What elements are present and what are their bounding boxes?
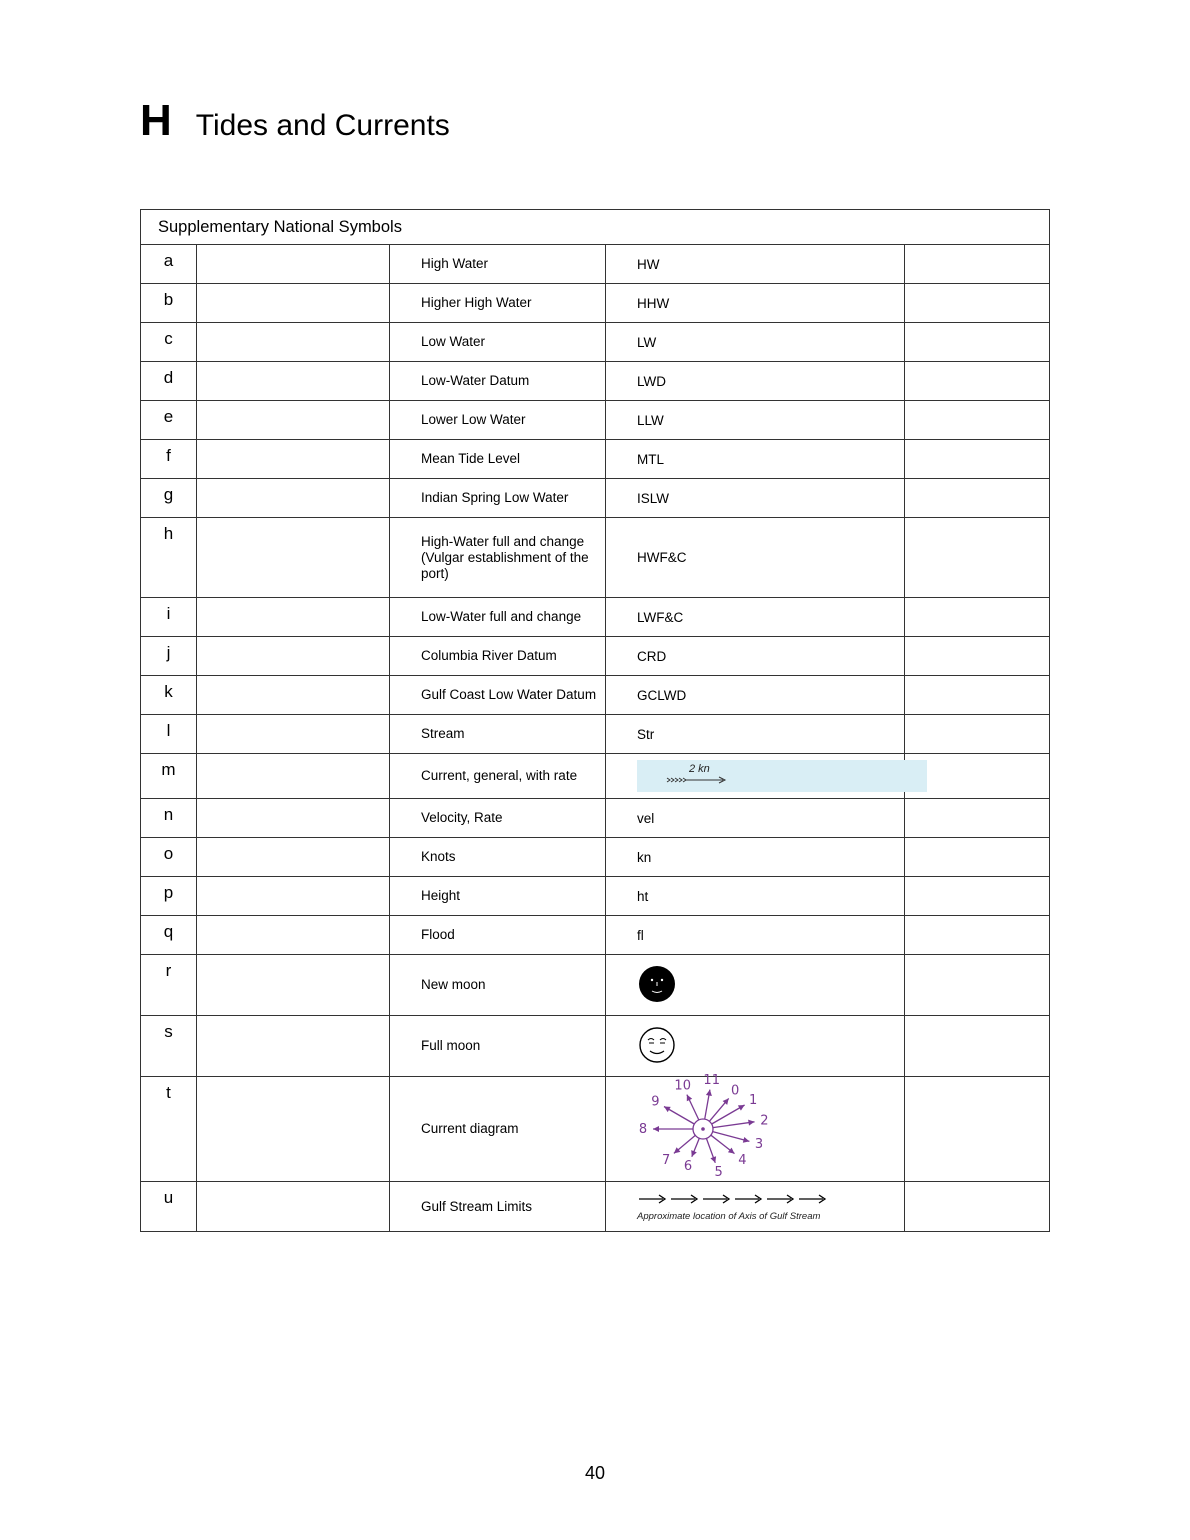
table-row <box>141 401 1050 440</box>
page-number: 40 <box>584 1463 606 1483</box>
remarks-cell <box>905 479 1050 518</box>
row-description: Higher High Water <box>390 284 606 323</box>
current-hour-label: 8 <box>638 1121 648 1137</box>
row-id: q <box>141 916 197 955</box>
row-id: j <box>141 637 197 676</box>
remarks-cell <box>905 955 1050 1016</box>
current-hour-label: 9 <box>651 1094 660 1109</box>
table-row <box>141 284 1050 323</box>
row-id: u <box>141 1182 197 1232</box>
chart-symbol-cell <box>197 1016 390 1077</box>
current-hour-label: 10 <box>674 1078 691 1093</box>
remarks-cell <box>905 1182 1050 1232</box>
remarks-cell <box>905 440 1050 479</box>
current-hour-label: 6 <box>683 1158 693 1174</box>
row-abbreviation <box>606 1016 905 1077</box>
row-description: Velocity, Rate <box>390 799 606 838</box>
current-hour-label: 7 <box>662 1152 671 1168</box>
remarks-cell <box>905 401 1050 440</box>
table-row <box>141 838 1050 877</box>
gulf-stream-caption: Approximate location of Axis of Gulf Stream <box>637 1211 821 1222</box>
row-id: f <box>141 440 197 479</box>
row-id: p <box>141 877 197 916</box>
table-row <box>141 754 1050 799</box>
row-abbreviation: LW <box>606 323 905 362</box>
table-row <box>141 440 1050 479</box>
row-id: t <box>141 1077 197 1182</box>
remarks-cell <box>905 284 1050 323</box>
chart-symbol-cell <box>197 245 390 284</box>
chart-symbol-cell <box>197 1182 390 1232</box>
row-id: c <box>141 323 197 362</box>
table-row <box>141 637 1050 676</box>
table-row <box>141 715 1050 754</box>
row-description: Gulf Coast Low Water Datum <box>390 676 606 715</box>
row-abbreviation: LLW <box>606 401 905 440</box>
row-description: Lower Low Water <box>390 401 606 440</box>
current-hour-label: 2 <box>760 1112 769 1128</box>
row-abbreviation: GCLWD <box>606 676 905 715</box>
row-description: Indian Spring Low Water <box>390 479 606 518</box>
remarks-cell <box>905 838 1050 877</box>
table-row <box>141 518 1050 598</box>
row-abbreviation <box>606 955 905 1016</box>
current-hour-label: 4 <box>738 1152 747 1168</box>
table-row <box>141 955 1050 1016</box>
row-abbreviation: kn <box>606 838 905 877</box>
row-abbreviation: ht <box>606 877 905 916</box>
section-letter: H <box>140 96 172 145</box>
table-row <box>141 245 1050 284</box>
row-abbreviation <box>606 1182 905 1232</box>
remarks-cell <box>905 1016 1050 1077</box>
remarks-cell <box>905 518 1050 598</box>
chart-symbol-cell <box>197 838 390 877</box>
remarks-cell <box>905 676 1050 715</box>
section-header <box>140 96 450 146</box>
row-description: Flood <box>390 916 606 955</box>
row-abbreviation <box>606 1072 905 1182</box>
table-row <box>141 598 1050 637</box>
row-abbreviation: fl <box>606 916 905 955</box>
row-description: Current, general, with rate <box>390 754 606 799</box>
row-id: d <box>141 362 197 401</box>
row-id: b <box>141 284 197 323</box>
remarks-cell <box>905 916 1050 955</box>
chart-symbol-cell <box>197 362 390 401</box>
current-hour-label: 3 <box>754 1136 764 1152</box>
row-abbreviation: ISLW <box>606 479 905 518</box>
row-id: r <box>141 955 197 1016</box>
table-row <box>141 676 1050 715</box>
row-abbreviation: MTL <box>606 440 905 479</box>
remarks-cell <box>905 1077 1050 1182</box>
table-row <box>141 1182 1050 1232</box>
chart-symbol-cell <box>197 754 390 799</box>
table-row <box>141 479 1050 518</box>
remarks-cell <box>905 715 1050 754</box>
table-caption-row <box>141 210 1050 245</box>
row-id: l <box>141 715 197 754</box>
row-abbreviation: vel <box>606 799 905 838</box>
table-row <box>141 1016 1050 1077</box>
table-row <box>141 362 1050 401</box>
chart-symbol-cell <box>197 401 390 440</box>
table-row <box>141 916 1050 955</box>
table-row <box>141 877 1050 916</box>
row-description: Low-Water full and change <box>390 598 606 637</box>
gulf-stream-arrows-icon <box>637 1191 837 1207</box>
row-id: m <box>141 754 197 799</box>
current-hour-label: 0 <box>730 1083 740 1099</box>
chart-symbol-cell <box>197 518 390 598</box>
row-description: Low Water <box>390 323 606 362</box>
row-description: Low-Water Datum <box>390 362 606 401</box>
current-arrow-icon <box>665 762 765 792</box>
row-abbreviation: HW <box>606 245 905 284</box>
row-id: k <box>141 676 197 715</box>
chart-symbol-cell <box>197 715 390 754</box>
row-abbreviation <box>606 754 905 799</box>
row-id: i <box>141 598 197 637</box>
symbols-table <box>140 209 1050 1232</box>
chart-symbol-cell <box>197 916 390 955</box>
chart-symbol-cell <box>197 284 390 323</box>
remarks-cell <box>905 245 1050 284</box>
row-abbreviation: LWF&C <box>606 598 905 637</box>
chart-symbol-cell <box>197 440 390 479</box>
row-abbreviation: CRD <box>606 637 905 676</box>
table-row <box>141 323 1050 362</box>
row-id: s <box>141 1016 197 1077</box>
row-description: Full moon <box>390 1016 606 1077</box>
chart-symbol-cell <box>197 676 390 715</box>
remarks-cell <box>905 637 1050 676</box>
full-moon-icon <box>637 1025 677 1065</box>
chart-symbol-cell <box>197 799 390 838</box>
table-caption: Supplementary National Symbols <box>141 210 1050 245</box>
remarks-cell <box>905 362 1050 401</box>
current-rate-label: 2 kn <box>689 763 710 775</box>
chart-symbol-cell <box>197 598 390 637</box>
remarks-cell <box>905 598 1050 637</box>
row-id: n <box>141 799 197 838</box>
row-id: a <box>141 245 197 284</box>
new-moon-icon <box>637 964 677 1004</box>
remarks-cell <box>905 799 1050 838</box>
row-description: Columbia River Datum <box>390 637 606 676</box>
chart-symbol-cell <box>197 637 390 676</box>
current-hour-label: 5 <box>714 1164 723 1180</box>
row-id: h <box>141 518 197 598</box>
chart-symbol-cell <box>197 323 390 362</box>
row-description: Stream <box>390 715 606 754</box>
row-description: New moon <box>390 955 606 1016</box>
row-description: High Water <box>390 245 606 284</box>
table-row <box>141 799 1050 838</box>
chart-symbol-cell <box>197 955 390 1016</box>
row-description: Height <box>390 877 606 916</box>
current-hour-label: 1 <box>749 1092 758 1108</box>
row-description: High-Water full and change (Vulgar establishment of the port) <box>390 518 606 598</box>
current-hour-label: 11 <box>703 1072 720 1088</box>
row-id: e <box>141 401 197 440</box>
row-id: o <box>141 838 197 877</box>
chart-symbol-cell <box>197 1077 390 1182</box>
row-description: Gulf Stream Limits <box>390 1182 606 1232</box>
row-abbreviation: LWD <box>606 362 905 401</box>
section-title: Tides and Currents <box>195 109 450 142</box>
chart-symbol-cell <box>197 877 390 916</box>
row-abbreviation: HWF&C <box>606 518 905 598</box>
chart-symbol-cell <box>197 479 390 518</box>
row-description: Knots <box>390 838 606 877</box>
row-abbreviation: HHW <box>606 284 905 323</box>
row-abbreviation: Str <box>606 715 905 754</box>
remarks-cell <box>905 877 1050 916</box>
row-description: Current diagram <box>390 1077 606 1182</box>
current-rate-symbol <box>637 760 927 792</box>
row-id: g <box>141 479 197 518</box>
table-row <box>141 1077 1050 1182</box>
row-description: Mean Tide Level <box>390 440 606 479</box>
remarks-cell <box>905 323 1050 362</box>
current-diagram-icon <box>637 1072 787 1180</box>
